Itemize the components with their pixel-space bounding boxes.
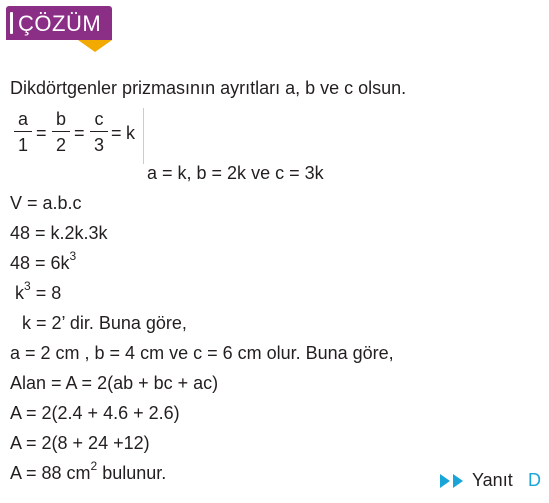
step-volume-simplified bbox=[10, 249, 77, 274]
step-volume-formula: V = a.b.c bbox=[10, 193, 82, 213]
double-play-icon bbox=[438, 473, 468, 489]
step-area-products: A = 2(8 + 24 +12) bbox=[10, 433, 150, 453]
step-text: k bbox=[15, 283, 24, 303]
fraction-bar bbox=[14, 131, 32, 132]
step-text: 48 = 6k bbox=[10, 253, 70, 273]
fraction-numerator: b bbox=[55, 109, 66, 129]
solution-badge bbox=[6, 6, 112, 46]
fraction-a bbox=[14, 108, 32, 156]
badge-tail bbox=[78, 40, 112, 52]
exponent: 3 bbox=[69, 249, 77, 263]
exponent: 3 bbox=[24, 279, 31, 293]
step-k-value: k = 2’ dir. Buna göre, bbox=[22, 313, 187, 333]
step-area-formula: Alan = A = 2(ab + bc + ac) bbox=[10, 373, 219, 393]
step-volume-substituted: 48 = k.2k.3k bbox=[10, 223, 108, 243]
equals-sign: = bbox=[74, 123, 85, 143]
step-text: A = 88 cm bbox=[10, 463, 91, 483]
ratio-constant: k bbox=[126, 123, 135, 143]
fraction-denominator: 2 bbox=[55, 135, 66, 155]
step-area-substituted: A = 2(2.4 + 4.6 + 2.6) bbox=[10, 403, 180, 423]
fraction-c bbox=[90, 108, 108, 156]
equals-sign: = bbox=[111, 123, 122, 143]
equals-sign: = bbox=[36, 123, 47, 143]
fraction-denominator: 1 bbox=[17, 135, 28, 155]
step-area-result bbox=[10, 459, 167, 484]
step-text: = 8 bbox=[30, 283, 62, 303]
substitution-line: a = k, b = 2k ve c = 3k bbox=[147, 163, 324, 183]
fraction-numerator: a bbox=[17, 109, 28, 129]
exponent: 2 bbox=[90, 459, 98, 473]
step-text: bulunur. bbox=[97, 463, 167, 483]
fraction-bar bbox=[52, 131, 70, 132]
divider bbox=[143, 108, 144, 164]
fraction-bar bbox=[90, 131, 108, 132]
intro-text: Dikdörtgenler prizmasının ayrıtları a, b ve c olsun. bbox=[10, 78, 407, 98]
step-edge-values: a = 2 cm , b = 4 cm ve c = 6 cm olur. Buna göre, bbox=[10, 343, 394, 363]
fraction-numerator: c bbox=[94, 109, 104, 129]
answer-letter: D bbox=[528, 470, 541, 490]
answer-label: Yanıt bbox=[472, 470, 513, 490]
fraction-denominator: 3 bbox=[93, 135, 104, 155]
fraction-b bbox=[52, 108, 70, 156]
badge-label: ÇÖZÜM bbox=[18, 11, 102, 36]
step-cube bbox=[15, 279, 62, 304]
